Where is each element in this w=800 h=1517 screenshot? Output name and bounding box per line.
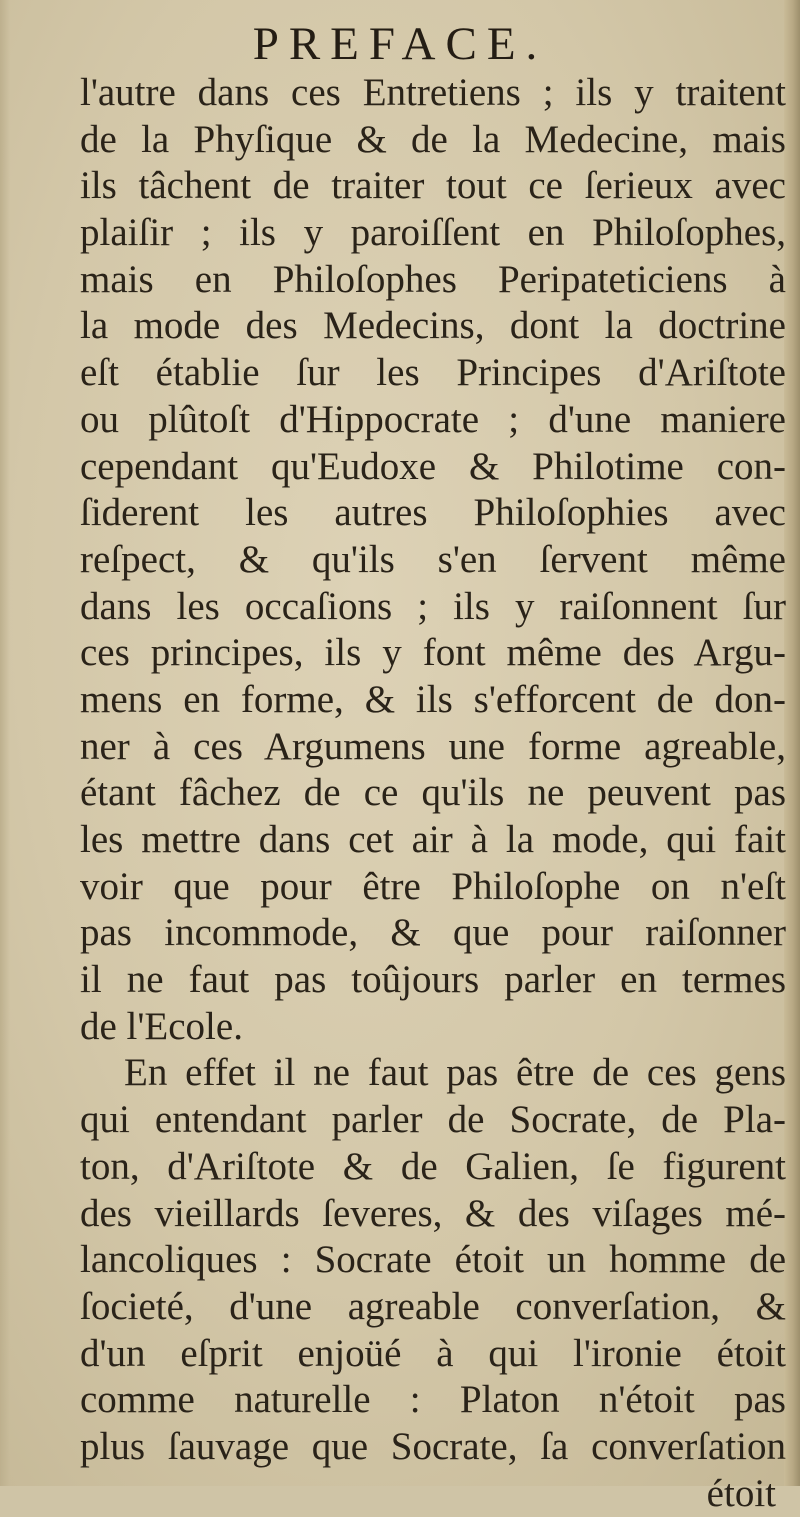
text-line: de la Phyſique & de la Medecine, mais xyxy=(80,117,786,161)
text-line: mens en forme, & ils s'efforcent de don- xyxy=(80,677,786,721)
text-line: des vieillards ſeveres, & des viſages mé- xyxy=(80,1191,786,1235)
text-line: ou plûtoſt d'Hippocrate ; d'une maniere xyxy=(80,397,786,441)
text-line: ſiderent les autres Philoſophies avec xyxy=(80,491,786,535)
page-fold-shadow xyxy=(0,0,10,1486)
text-line: d'un eſprit enjoüé à qui l'ironie étoit xyxy=(80,1331,786,1375)
paragraph-end-line: de l'Ecole. xyxy=(80,1004,243,1048)
text-line: cependant qu'Eudoxe & Philotime con- xyxy=(80,444,786,488)
text-line: dans les occaſions ; ils y raiſonnent ſur xyxy=(80,584,786,628)
text-line: plaiſir ; ils y paroiſſent en Philoſophes, xyxy=(80,211,786,255)
text-line: comme naturelle : Platon n'étoit pas xyxy=(80,1378,786,1422)
text-line: ner à ces Argumens une forme agreable, xyxy=(80,724,786,768)
text-line: pas incommode, & que pour raiſonner xyxy=(80,911,786,955)
text-line: voir que pour être Philoſophe on n'eſt xyxy=(80,864,786,908)
text-line: l'autre dans ces Entretiens ; ils y traitent xyxy=(80,71,786,114)
text-line: ils tâchent de traiter tout ce ſerieux avec xyxy=(80,164,786,208)
paragraph-start-line: En effet il ne faut pas être de ces gens xyxy=(124,1051,786,1095)
text-line: qui entendant parler de Socrate, de Pla- xyxy=(80,1098,786,1142)
text-line: ces principes, ils y font même des Argu- xyxy=(80,631,786,675)
text-line: il ne faut pas toûjours parler en termes xyxy=(80,958,786,1002)
catchword: étoit xyxy=(706,1471,776,1515)
text-line: ton, d'Ariſtote & de Galien, ſe figurent xyxy=(80,1144,786,1188)
text-line: étant fâchez de ce qu'ils ne peuvent pas xyxy=(80,771,786,815)
text-line: la mode des Medecins, dont la doctrine xyxy=(80,304,786,348)
text-line: mais en Philoſophes Peripateticiens à xyxy=(80,257,786,301)
page-edge xyxy=(784,0,800,1486)
text-line: plus ſauvage que Socrate, ſa converſation xyxy=(80,1424,786,1468)
text-line: lancoliques : Socrate étoit un homme de xyxy=(80,1238,786,1282)
text-line: reſpect, & qu'ils s'en ſervent même xyxy=(80,537,786,581)
text-line: eſt établie ſur les Principes d'Ariſtote xyxy=(80,351,786,395)
running-head: PREFACE. xyxy=(252,18,548,70)
text-line: ſocieté, d'une agreable converſation, & xyxy=(80,1284,786,1328)
text-line: les mettre dans cet air à la mode, qui fait xyxy=(80,818,786,861)
body-text xyxy=(80,70,786,1517)
